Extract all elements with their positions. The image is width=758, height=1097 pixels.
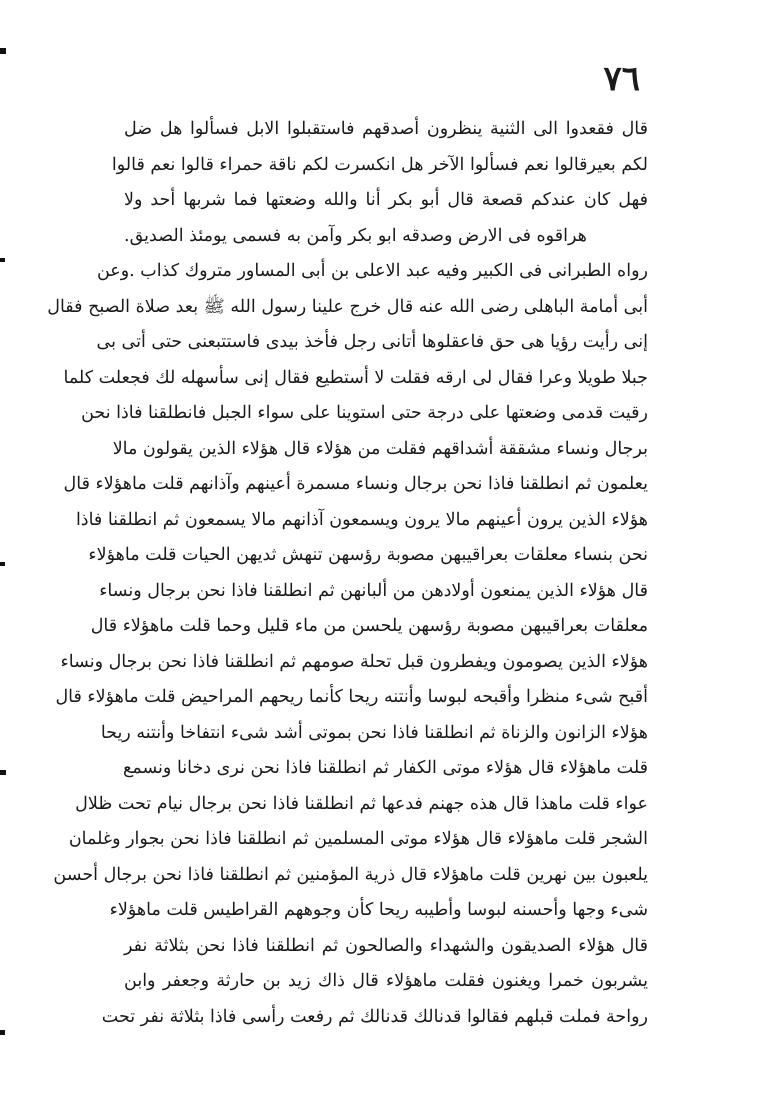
left-edge-mark	[0, 562, 5, 566]
text-line: قال فقعدوا الى الثنية ينظرون أصدقهم فاستقبلوا الابل فسألوا هل ضل	[124, 119, 648, 139]
text-line: إنى رأيت رؤيا هى حق فاعقلوها أتانى رجل فأخذ بيدى فاستتبعنى حتى أتى بى	[96, 332, 648, 352]
text-line: رواه الطبرانى فى الكبير وفيه عبد الاعلى بن أبى المساور متروك كذاب .وعن	[96, 261, 648, 281]
text-line: يشربون خمرا ويغنون فقلت ماهؤلاء قال ذاك زيد بن حارثة وجعفر وابن	[124, 971, 648, 991]
text-line: هؤلاء الزانون والزناة ثم انطلقنا فاذا نحن بموتى أشد شىء انتفاخا وأنتنه ريحا	[100, 722, 648, 743]
text-line: يلعبون بين نهرين قلت ماهؤلاء قال ذرية المؤمنين ثم انطلقنا فاذا نحن برجال أحسن	[53, 864, 648, 885]
text-line: شىء وجها وأحسنه لبوسا وأطيبه ريحا كأن وجوههم القراطيس قلت ماهؤلاء	[109, 900, 648, 920]
text-line: يعلمون ثم انطلقنا فاذا نحن برجال ونساء مسمرة أعينهم وآذانهم قلت ماهؤلاء قال	[63, 474, 648, 494]
left-edge-mark	[0, 770, 6, 775]
text-line: هراقوه فى الارض وصدقه ابو بكر وآمن به فسمى يومئذ الصديق.	[124, 225, 587, 246]
text-line: عواء قلت ماهذا قال هذه جهنم فدعها ثم انطلقنا فاذا نحن برجال نيام تحت ظلال	[75, 793, 648, 814]
text-line: هؤلاء الذين يصومون ويفطرون قبل تحلة صومهم ثم انطلقنا فاذا نحن برجال ونساء	[60, 651, 648, 672]
text-line: رواحة فملت قبلهم فقالوا قدنالك قدنالك ثم رفعت رأسى فاذا بثلاثة نفر تحت	[101, 1006, 648, 1027]
text-line: فهل كان عندكم قصعة قال أبو بكر أنا والله وضعتها فما شربها أحد ولا	[124, 190, 648, 210]
page-number: ٧٦	[603, 59, 640, 99]
text-line: قلت ماهؤلاء قال هؤلاء موتى الكفار ثم انطلقنا فاذا نحن نرى دخانا ونسمع	[123, 758, 648, 778]
text-line: قال هؤلاء الذين يمنعون أولادهن من ألبانهن ثم انطلقنا فاذا نحن برجال ونساء	[99, 580, 648, 601]
text-line: معلقات بعراقيبهن مصوبة رؤسهن يلحسن من ماء قليل وحما قلت ماهؤلاء قال	[90, 616, 648, 636]
text-line: برجال ونساء مشققة أشداقهم فقلت من هؤلاء قال هؤلاء الذين يقولون مالا	[112, 438, 648, 459]
text-line: لكم بعيرقالوا نعم فسألوا الآخر هل انكسرت لكم ناقة حمراء قالوا نعم قالوا	[111, 154, 648, 175]
text-line: الشجر قلت ماهؤلاء قال هؤلاء موتى المسلمين ثم انطلقنا فاذا نحن بجوار وغلمان	[68, 829, 648, 849]
left-edge-mark	[0, 1030, 5, 1035]
text-line: نحن بنساء معلقات بعراقيبهن مصوبة رؤسهن تنهش ثديهن الحيات قلت ماهؤلاء	[88, 545, 648, 565]
text-line: قال هؤلاء الصديقون والشهداء والصالحون ثم انطلقنا فاذا نحن بثلاثة نفر	[124, 935, 648, 956]
text-line: أبى أمامة الباهلى رضى الله عنه قال خرج علينا رسول الله ﷺ بعد صلاة الصبح فقال	[47, 296, 648, 317]
text-line: رقيت قدمى وضعتها على درجة حتى استوينا على سواء الجبل فانطلقنا فاذا نحن	[81, 403, 648, 423]
text-line: جبلا طويلا وعرا فقال لى ارقه فقلت لا أستطيع فقال إنى سأسهله لك فجعلت كلما	[63, 367, 648, 388]
body-text	[47, 112, 648, 1035]
left-edge-mark	[0, 48, 6, 54]
text-line: هؤلاء الذين يرون أعينهم مالا يرون ويسمعون آذانهم مالا يسمعون ثم انطلقنا فاذا	[75, 509, 648, 530]
left-edge-mark	[0, 258, 5, 262]
text-line: أقبح شىء منظرا وأقبحه لبوسا وأنتنه ريحا كأنما ريحهم المراحيض قلت ماهؤلاء قال	[55, 687, 648, 707]
